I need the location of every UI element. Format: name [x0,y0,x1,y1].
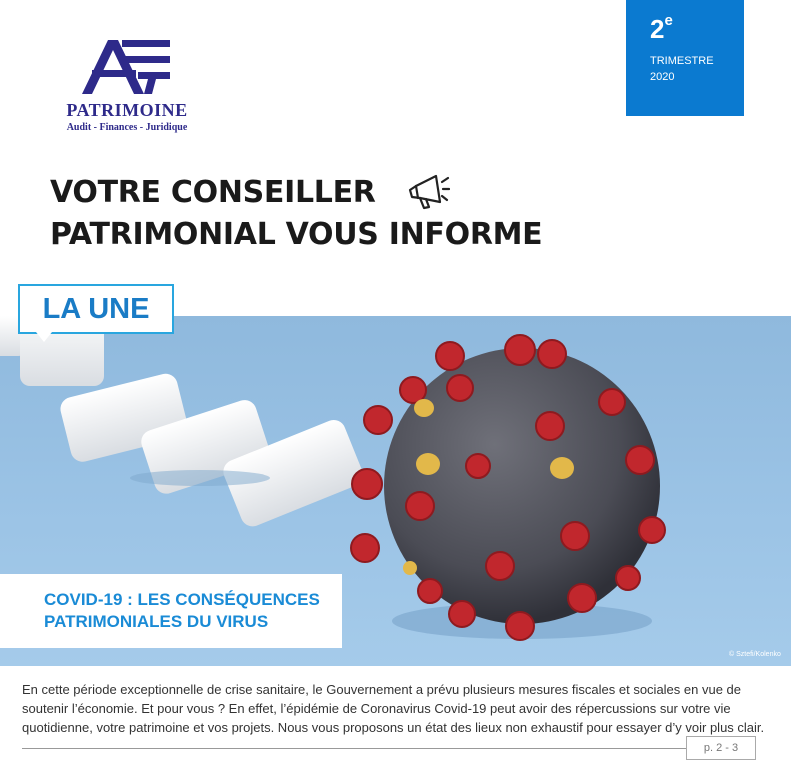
page-reference[interactable]: p. 2 - 3 [686,736,756,760]
section-tag: LA UNE [18,284,174,334]
title-line-2: PATRIMONIAL VOUS INFORME [50,217,543,252]
issue-suffix: e [664,12,673,29]
title-line-1: VOTRE CONSEILLER [50,175,376,210]
company-logo [58,36,198,136]
feature-title-line-1: COVID-19 : LES CONSÉQUENCES [44,590,320,609]
divider [22,748,686,749]
logo-name: PATRIMOINE [66,100,188,120]
section-tag-pointer [36,332,52,342]
issue-badge [626,0,744,116]
logo-tagline: Audit - Finances - Juridique [66,122,188,133]
megaphone-icon [406,170,450,212]
photo-credit: © Sztefi/Kolenko [729,651,781,658]
issue-label: TRIMESTRE [650,55,714,67]
feature-title-line-2: PATRIMONIALES DU VIRUS [44,612,269,631]
issue-year: 2020 [650,71,675,83]
intro-paragraph: En cette période exceptionnelle de crise sanitaire, le Gouvernement a prévu plusieurs mesures fiscales et sociales en vue de soutenir l’économie. Et pour vous ? En effet, l’épidémie de Coronavirus Covid-19 peut avoir des répercussions sur votre vie quotidienne, votre patrimoine et vos projets. Nous vous proposons un état des lieux non exhaustif pour essayer d’y voir plus clair. [22,682,765,735]
afj-logo-mark [78,36,178,98]
feature-caption[interactable] [0,574,342,648]
issue-number: 2e [650,12,673,44]
page-title [50,172,650,256]
